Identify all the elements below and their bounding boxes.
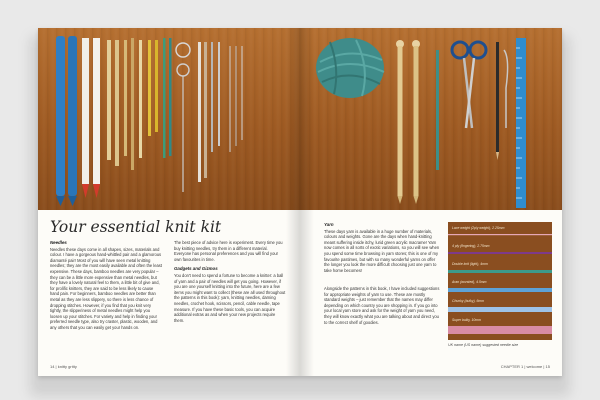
- yarn-weights-column: [324, 286, 440, 329]
- knitting-needles-photo: [38, 28, 300, 210]
- needles-heading: Needles: [50, 240, 67, 245]
- yarn-caption: UK name (US name) suggested needle size: [448, 343, 519, 347]
- yarn-label-double-knit: Double knit (light), 4mm: [452, 262, 488, 266]
- right-folio: CHAPTER 1 | welcome | 15: [500, 364, 550, 369]
- book-spread: [38, 28, 562, 376]
- yarn-label-lace: Lace weight (2ply weight), 2.25mm: [452, 226, 505, 230]
- yarn-heading: Yarn: [324, 222, 334, 227]
- page-title: Your essential knit kit: [50, 218, 222, 236]
- left-folio: 14 | knitty gritty: [50, 364, 77, 369]
- gadgets-column: [174, 240, 286, 327]
- advice-paragraph: The best piece of advice here is experiment. Every time you buy knitting needles, try them in a different material. Everyone has personal preferences and you will find your own favourites in time.: [174, 240, 283, 262]
- tools-illustration: [300, 28, 562, 210]
- yarn-label-aran: Aran (worsted), 4.5mm: [452, 280, 487, 284]
- needles-illustration: [38, 28, 300, 210]
- needles-column: [50, 240, 162, 335]
- yarn-label-chunky: Chunky (bulky), 6mm: [452, 299, 485, 303]
- gadgets-paragraph: You don't need to spend a fortune to become a knitter: a ball of yarn and a pair of needles will get you going. However, if you are one yourself knitting into the future, here are a few items you might want to collect (these are all used throughout the patterns in this book): yarn, knitting needles, darning needles, crochet hook, scissors, pencil, cable needle, tape measure. If you have these basic tools, you can acquire additional extras as and when your new projects require them.: [174, 272, 286, 323]
- gadgets-heading: Gadgets and Gizmos: [174, 266, 218, 272]
- yarn-column: [324, 222, 440, 277]
- yarn-label-4ply: 4 ply (fingering), 2.75mm: [452, 244, 490, 248]
- knitting-tools-photo: [300, 28, 562, 210]
- left-page: [38, 28, 300, 376]
- needles-paragraph: Needles these days come in all shapes, sizes, materials and colour. I have a gorgeous hand-whittled pair and a glamorous diamanté pair! Most of you will have seen metal knitting needles; they are the most easily available and often the least expensive. These days, bamboo needles are very popular – they can be a little more expensive than metal needles, but they have a lovely natural feel to them, a little bit of give and, for prolific knitters, they are said to be less likely to cause hand pain. For beginners, bamboo needles are better than metal as they are less slippery, so there is less chance of dropping stitches. However, if you find that you knit very tightly, the slipperiness of metal needles might help you loosen up your stitches. For variety and help in finding your preferred needle type, also try craster, plastic, wooden, and any others that you can easily get your hands on.: [50, 246, 162, 330]
- yarn-weights-photo: [448, 222, 552, 340]
- yarn-label-super-bulky: Super bulky, 10mm: [452, 318, 481, 322]
- yarn-weights-paragraph: Alongside the patterns in this book, I have included suggestions for appropriate weights of yarn to use. These are mostly standard weights – just remember that the names may differ depending on which country you are shopping in. If you go into your local yarn store and ask for the weight of yarn you need, they will know exactly what you are talking about and direct you to the correct shelf of goodies.: [324, 286, 440, 325]
- yarn-paragraph: These days yarn is available in a huge number of materials, colours and weights. Gone are the days when hand-knitting meant suffering inside itchy, lurid green acrylic macrame! Yarn now comes in all sorts of exotic variations, so you will see when you spend some time browsing in yarn stores; this is one of my favourite pastimes, but with so many wonderful yarns on offer the longer you look the more difficult choosing just one yarn to take home becomes!: [324, 228, 440, 273]
- right-page: [300, 28, 562, 376]
